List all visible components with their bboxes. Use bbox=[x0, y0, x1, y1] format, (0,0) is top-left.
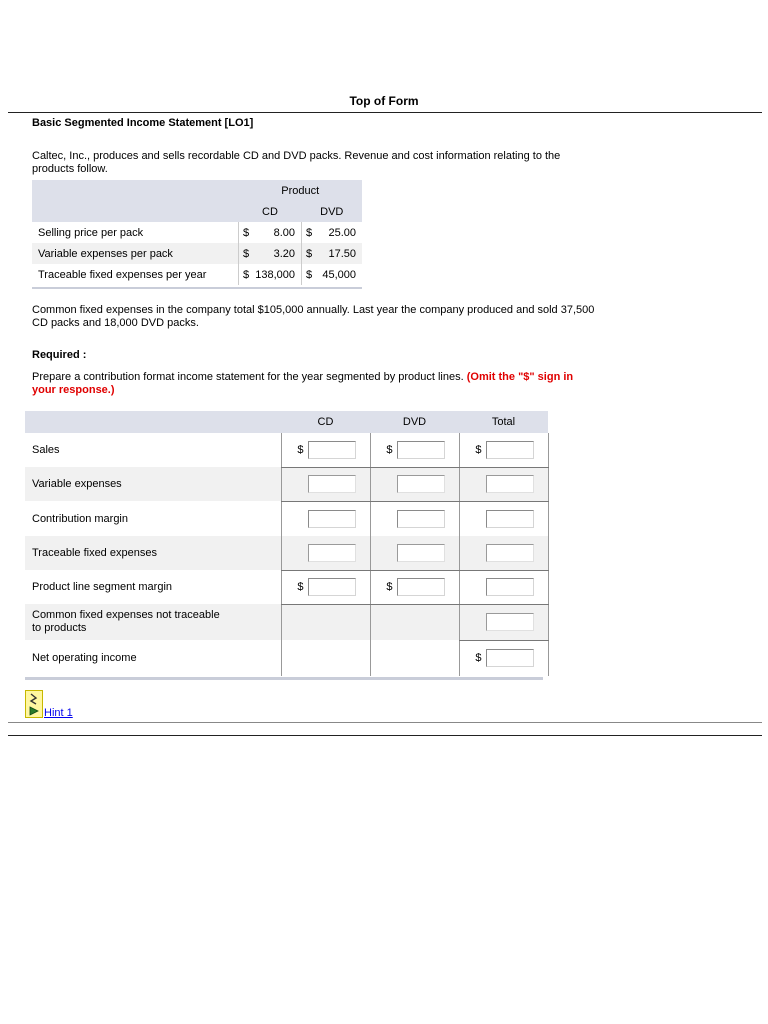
segment-margin-cd-input[interactable] bbox=[308, 578, 356, 596]
segment-margin-total-input[interactable] bbox=[486, 578, 534, 596]
variable-expenses-total-input[interactable] bbox=[486, 475, 534, 493]
product-info-table bbox=[32, 180, 362, 285]
table-row: Variable expenses per pack $ 3.20 $ 17.50 bbox=[32, 243, 362, 264]
row-label-common-fixed: Common fixed expenses not traceable to products bbox=[25, 604, 281, 640]
hint-link[interactable]: Hint 1 bbox=[44, 707, 73, 719]
variable-expenses-cd-input[interactable] bbox=[308, 475, 356, 493]
table-row: Product line segment margin $ $ bbox=[25, 570, 548, 604]
col-header-cd: CD bbox=[281, 411, 370, 433]
contribution-margin-cd-input[interactable] bbox=[308, 510, 356, 528]
sales-cd-input[interactable] bbox=[308, 441, 356, 459]
problem-heading: Basic Segmented Income Statement [LO1] bbox=[32, 117, 254, 129]
sales-dvd-input[interactable] bbox=[397, 441, 445, 459]
table-row bbox=[25, 467, 548, 501]
net-operating-income-total-input[interactable] bbox=[486, 649, 534, 667]
form-title: Top of Form bbox=[349, 94, 419, 108]
variable-expenses-dvd-input[interactable] bbox=[397, 475, 445, 493]
bottom-divider-1 bbox=[8, 722, 762, 723]
product-group-header: Product bbox=[239, 180, 363, 201]
table-row: Net operating income $ bbox=[25, 640, 548, 676]
common-fixed-total-input[interactable] bbox=[486, 613, 534, 631]
product-col-cd: CD bbox=[239, 201, 302, 222]
table-row bbox=[25, 604, 548, 640]
table-bottom-rule bbox=[32, 287, 362, 289]
common-fixed-paragraph: Common fixed expenses in the company total $105,000 annually. Last year the company produced and sold 37,500 CD packs and 18,000 DVD packs. bbox=[32, 304, 595, 329]
hint-icon[interactable] bbox=[25, 690, 43, 718]
bottom-divider-2 bbox=[8, 735, 762, 736]
table-row: Selling price per pack $ 8.00 $ 25.00 bbox=[32, 222, 362, 243]
row-label-sales: Sales bbox=[25, 433, 281, 467]
row-label-traceable-fixed: Traceable fixed expenses bbox=[25, 536, 281, 570]
row-label-contribution-margin: Contribution margin bbox=[25, 501, 281, 536]
traceable-fixed-cd-input[interactable] bbox=[308, 544, 356, 562]
row-label-variable-expenses: Variable expenses bbox=[25, 467, 281, 501]
row-label-net-operating-income: Net operating income bbox=[25, 640, 281, 676]
table-row: Traceable fixed expenses per year $ 138,000 $ 45,000 bbox=[32, 264, 362, 285]
intro-paragraph: Caltec, Inc., produces and sells recordable CD and DVD packs. Revenue and cost information relating to the products follow. bbox=[32, 150, 561, 175]
col-header-total: Total bbox=[459, 411, 548, 433]
product-col-dvd: DVD bbox=[302, 201, 363, 222]
contribution-margin-total-input[interactable] bbox=[486, 510, 534, 528]
income-statement-table bbox=[25, 411, 549, 676]
row-label-segment-margin: Product line segment margin bbox=[25, 570, 281, 604]
table-row bbox=[25, 501, 548, 536]
table-row bbox=[25, 536, 548, 570]
col-header-dvd: DVD bbox=[370, 411, 459, 433]
instructions-emphasis: (Omit the "$" sign in your response.) bbox=[32, 371, 574, 396]
top-divider bbox=[8, 112, 762, 113]
instructions: Prepare a contribution format income statement for the year segmented by product lines. (Omit the "$" sign in your response.) bbox=[32, 371, 574, 396]
traceable-fixed-total-input[interactable] bbox=[486, 544, 534, 562]
statement-bottom-rule bbox=[25, 677, 543, 680]
sales-total-input[interactable] bbox=[486, 441, 534, 459]
traceable-fixed-dvd-input[interactable] bbox=[397, 544, 445, 562]
table-row: Sales $ $ $ bbox=[25, 433, 548, 467]
contribution-margin-dvd-input[interactable] bbox=[397, 510, 445, 528]
segment-margin-dvd-input[interactable] bbox=[397, 578, 445, 596]
required-label: Required : bbox=[32, 349, 87, 361]
